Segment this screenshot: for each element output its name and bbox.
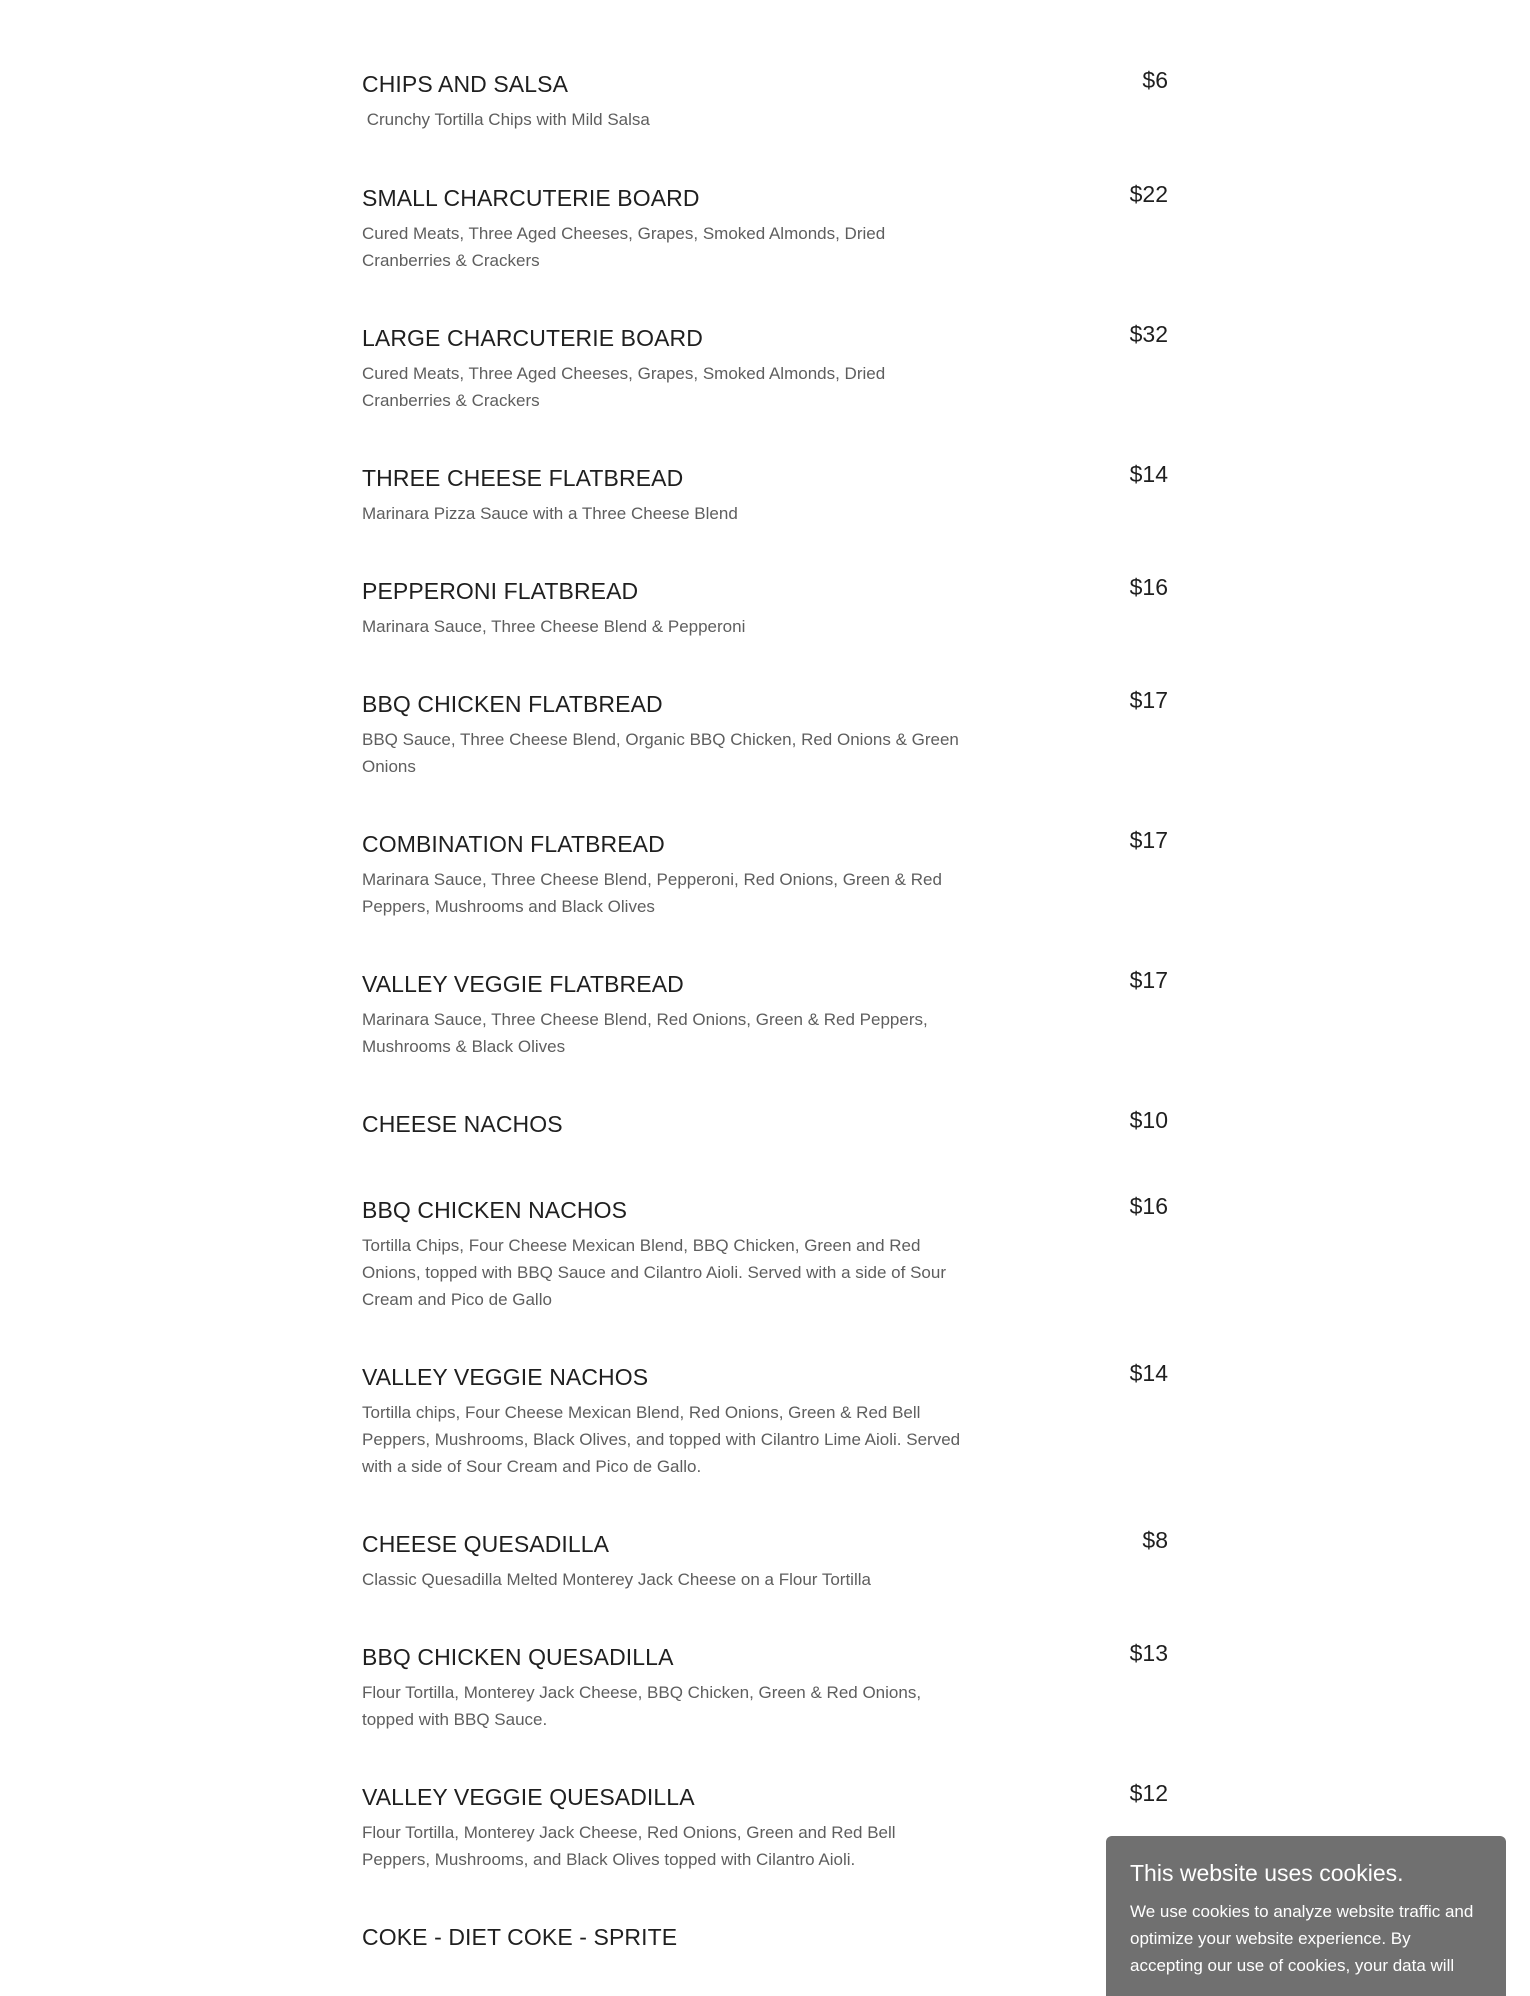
menu-item-description: Flour Tortilla, Monterey Jack Cheese, BBQ Chicken, Green & Red Onions, topped with BBQ Sauce.	[362, 1683, 922, 1729]
menu-item-price: $8	[1142, 1527, 1168, 1553]
menu-item-name: BBQ CHICKEN NACHOS	[362, 1197, 628, 1223]
menu-item-price: $14	[1129, 1360, 1168, 1386]
menu-item-name: LARGE CHARCUTERIE BOARD	[362, 325, 703, 351]
menu-item-description: Marinara Sauce, Three Cheese Blend & Pepperoni	[362, 617, 746, 636]
menu-item-description: Cured Meats, Three Aged Cheeses, Grapes, Smoked Almonds, Dried Cranberries & Crackers	[362, 224, 886, 270]
menu-item-name: VALLEY VEGGIE FLATBREAD	[362, 971, 684, 997]
menu-item-name: THREE CHEESE FLATBREAD	[362, 465, 684, 491]
menu-item-name: VALLEY VEGGIE QUESADILLA	[362, 1784, 695, 1810]
menu-item-description: Crunchy Tortilla Chips with Mild Salsa	[362, 110, 650, 129]
menu-item-description: Cured Meats, Three Aged Cheeses, Grapes, Smoked Almonds, Dried Cranberries & Crackers	[362, 364, 886, 410]
menu-item-price: $17	[1129, 967, 1168, 993]
menu-item-price: $22	[1129, 181, 1168, 207]
menu-item-price: $17	[1129, 687, 1168, 713]
menu-item-price: $16	[1129, 574, 1168, 600]
menu-item-description: Marinara Sauce, Three Cheese Blend, Pepperoni, Red Onions, Green & Red Peppers, Mushrooms and Black Olives	[362, 870, 942, 916]
menu-item-price: $32	[1129, 321, 1168, 347]
menu-item-description: Marinara Sauce, Three Cheese Blend, Red Onions, Green & Red Peppers, Mushrooms & Black Olives	[362, 1010, 928, 1056]
menu-item-name: BBQ CHICKEN QUESADILLA	[362, 1644, 674, 1670]
menu-item-price: $10	[1129, 1107, 1168, 1133]
menu-item-name: CHIPS AND SALSA	[362, 71, 569, 97]
menu-item-description: Flour Tortilla, Monterey Jack Cheese, Red Onions, Green and Red Bell Peppers, Mushrooms, and Black Olives topped with Cilantro Aioli.	[362, 1823, 896, 1869]
menu-item-name: COKE - DIET COKE - SPRITE	[362, 1924, 678, 1950]
cookie-banner-title: This website uses cookies.	[1130, 1860, 1404, 1886]
menu-item-name: BBQ CHICKEN FLATBREAD	[362, 691, 663, 717]
menu-item-price: $17	[1129, 827, 1168, 853]
menu-item-description: Marinara Pizza Sauce with a Three Cheese Blend	[362, 504, 738, 523]
menu-item-name: COMBINATION FLATBREAD	[362, 831, 665, 857]
menu-item-description: BBQ Sauce, Three Cheese Blend, Organic BBQ Chicken, Red Onions & Green Onions	[362, 730, 959, 776]
menu-item-price: $16	[1129, 1193, 1168, 1219]
menu-item-description: Tortilla Chips, Four Cheese Mexican Blend, BBQ Chicken, Green and Red Onions, topped with BBQ Sauce and Cilantro Aioli. Served with a side of Sour Cream and Pico de Gallo	[362, 1236, 946, 1309]
menu-item-name: CHEESE NACHOS	[362, 1111, 563, 1137]
menu-item-price: $14	[1129, 461, 1168, 487]
menu-item-name: SMALL CHARCUTERIE BOARD	[362, 185, 700, 211]
menu-item-name: CHEESE QUESADILLA	[362, 1531, 610, 1557]
menu-item-price: $13	[1129, 1640, 1168, 1666]
menu-item-price: $6	[1142, 67, 1168, 93]
menu-item-price: $12	[1129, 1780, 1168, 1806]
cookie-banner-text: We use cookies to analyze website traffic and optimize your website experience. By accepting our use of cookies, your data will	[1130, 1902, 1474, 1975]
cookie-consent-banner	[1106, 1836, 1506, 1996]
menu-item-name: VALLEY VEGGIE NACHOS	[362, 1364, 649, 1390]
menu-item-description: Tortilla chips, Four Cheese Mexican Blend, Red Onions, Green & Red Bell Peppers, Mushrooms, Black Olives, and topped with Cilantro Lime Aioli. Served with a side of Sour Cream and Pico de Gallo.	[362, 1403, 961, 1476]
menu-item-name: PEPPERONI FLATBREAD	[362, 578, 639, 604]
menu-item-description: Classic Quesadilla Melted Monterey Jack Cheese on a Flour Tortilla	[362, 1570, 871, 1589]
